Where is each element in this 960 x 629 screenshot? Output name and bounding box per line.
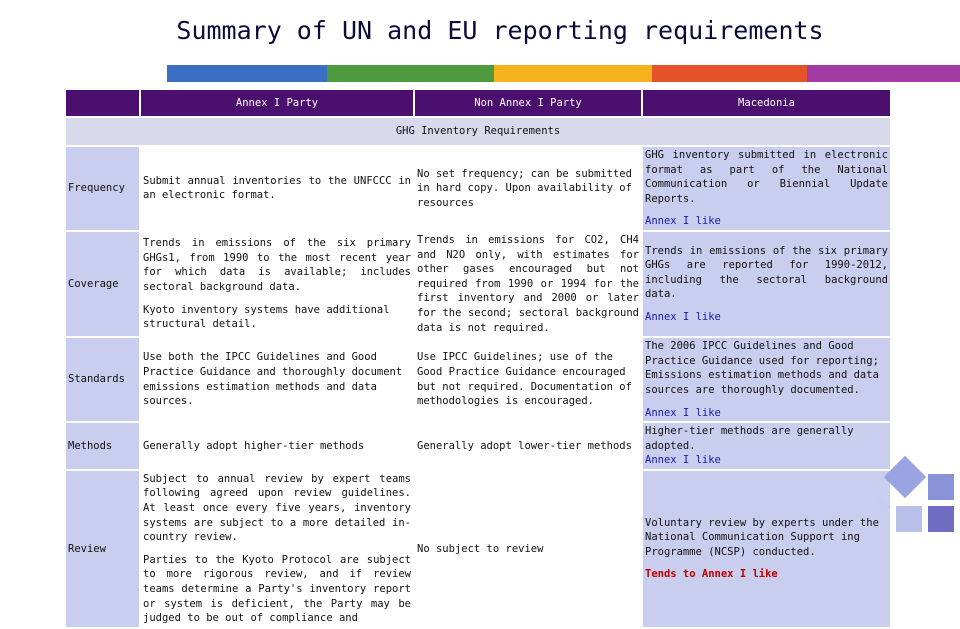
stripe-magenta (807, 65, 960, 82)
review-macedonia-text: Voluntary review by experts under the National Communication Support ing Programme (NCSP) conducted. (645, 516, 879, 558)
table-row-standards (65, 337, 891, 422)
decor-square-bottom-right (928, 506, 954, 532)
cell-methods-macedonia (642, 422, 891, 470)
table-row-frequency (65, 146, 891, 231)
cell-frequency-annex1: Submit annual inventories to the UNFCCC in an electronic format. (140, 146, 414, 231)
cell-standards-macedonia (642, 337, 891, 422)
cell-standards-annex1: Use both the IPCC Guidelines and Good Practice Guidance and thoroughly document emissions estimation methods and data sources. (140, 337, 414, 422)
cell-standards-nonannex1: Use IPCC Guidelines; use of the Good Practice Guidance encouraged but not required. Documentation of methodologies is encouraged. (414, 337, 642, 422)
frequency-macedonia-note: Annex I like (645, 215, 721, 228)
standards-macedonia-text: The 2006 IPCC Guidelines and Good Practice Guidance used for reporting; Emissions estimation methods and data sources are thoroughly documented. (645, 340, 879, 396)
header-annex1: Annex I Party (140, 89, 414, 117)
methods-macedonia-text: Higher-tier methods are generally adopted. (645, 425, 854, 452)
page-title: Summary of UN and EU reporting requirements (176, 16, 824, 45)
stripe-orange (652, 65, 807, 82)
review-macedonia-note: Tends to Annex I like (645, 568, 778, 581)
stripe-green (327, 65, 494, 82)
cell-coverage-annex1 (140, 231, 414, 337)
coverage-annex1-p2: Kyoto inventory systems have additional structural detail. (143, 303, 390, 331)
cell-frequency-nonannex1: No set frequency; can be submitted in hard copy. Upon availability of resources (414, 146, 642, 231)
decor-square-bottom-left (896, 506, 922, 532)
header-macedonia: Macedonia (642, 89, 891, 117)
section-row (65, 117, 891, 146)
decor-square-top (928, 474, 954, 500)
cell-review-nonannex1: No subject to review (414, 470, 642, 628)
cell-coverage-nonannex1: Trends in emissions for CO2, CH4 and N2O only, with estimates for other gases encouraged but not required from 1990 or 1994 for the first inventory and 2000 or later for the second; sectoral background data is not required. (414, 231, 642, 337)
frequency-macedonia-text: GHG inventory submitted in electronic format as part of the National Communication or Biennial Update Reports. (645, 149, 888, 205)
header-empty (65, 89, 140, 117)
table-row-review (65, 470, 891, 628)
header-nonannex1: Non Annex I Party (414, 89, 642, 117)
section-title: GHG Inventory Requirements (65, 117, 891, 146)
color-stripe-bar (167, 65, 960, 82)
row-label-frequency: Frequency (65, 146, 140, 231)
row-label-standards: Standards (65, 337, 140, 422)
methods-macedonia-note: Annex I like (645, 454, 721, 467)
coverage-macedonia-note: Annex I like (645, 310, 721, 323)
cell-methods-nonannex1: Generally adopt lower-tier methods (414, 422, 642, 470)
requirements-table (64, 88, 892, 629)
cell-coverage-macedonia (642, 231, 891, 337)
row-label-methods: Methods (65, 422, 140, 470)
row-label-review: Review (65, 470, 140, 628)
stripe-blue (167, 65, 327, 82)
cell-review-macedonia (642, 470, 891, 628)
coverage-macedonia-text: Trends in emissions of the six primary GHGs are reported for 1990-2012, including the sectoral background data. (645, 244, 888, 301)
row-label-coverage: Coverage (65, 231, 140, 337)
table-row-coverage (65, 231, 891, 337)
cell-review-annex1 (140, 470, 414, 628)
review-annex1-p2: Parties to the Kyoto Protocol are subject to more rigorous review, and if review teams determine a Party's inventory report or system is deficient, the Party may be judged to be out of compliance and (143, 553, 411, 625)
stripe-yellow (494, 65, 652, 82)
cell-frequency-macedonia (642, 146, 891, 231)
standards-macedonia-note: Annex I like (645, 406, 721, 419)
header-row (65, 89, 891, 117)
cell-methods-annex1: Generally adopt higher-tier methods (140, 422, 414, 470)
review-annex1-p1: Subject to annual review by expert teams following agreed upon review guidelines. At least once every five years, inventory systems are subject to a more detailed in-country review. (143, 472, 411, 544)
table-row-methods (65, 422, 891, 470)
coverage-annex1-p1: Trends in emissions of the six primary GHGs1, from 1990 to the most recent year for which data is available; includes sectoral background data. (143, 237, 411, 294)
